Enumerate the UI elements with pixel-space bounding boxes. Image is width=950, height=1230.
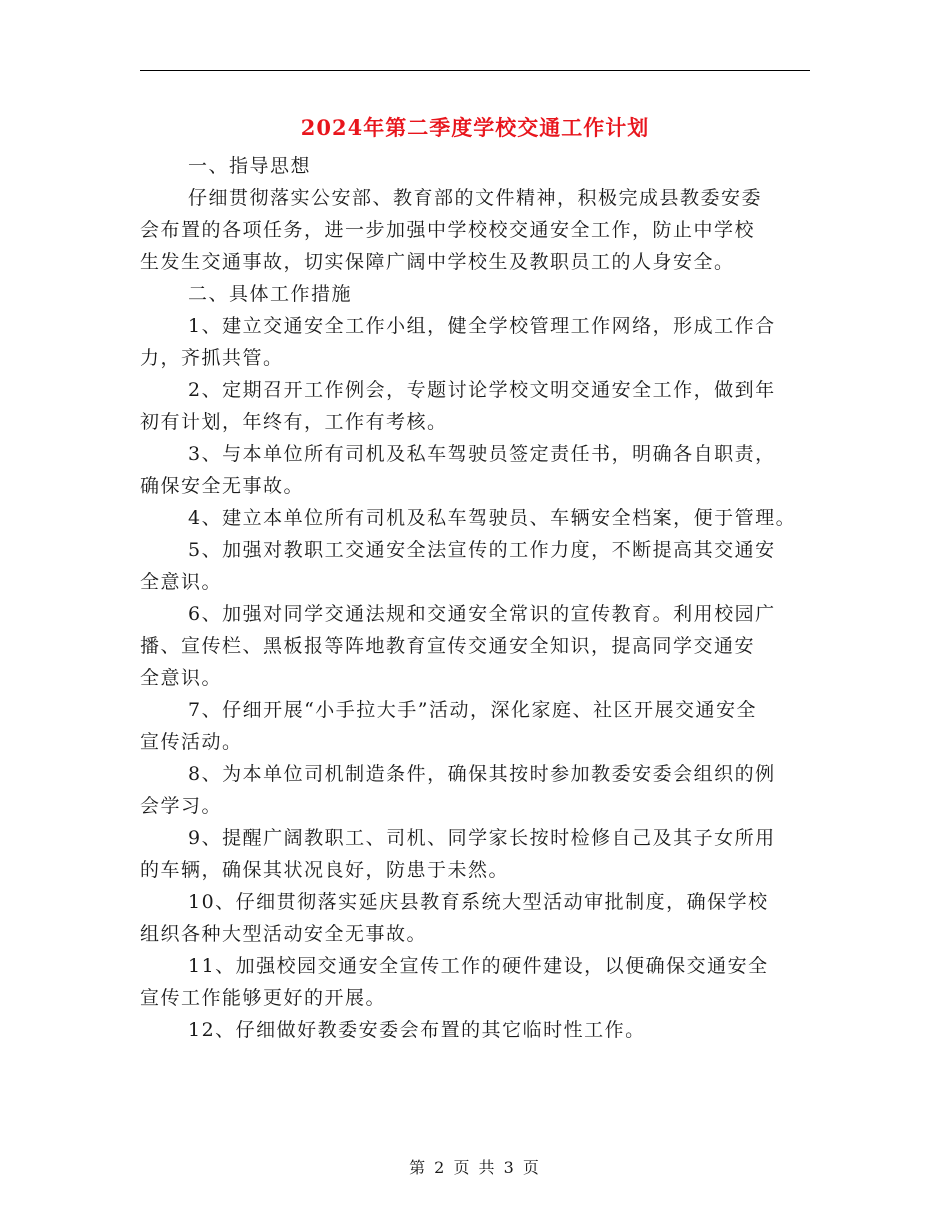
measure-item-4: 4、建立本单位所有司机及私车驾驶员、车辆安全档案，便于管理。 — [188, 507, 797, 529]
measure-item-8: 8、为本单位司机制造条件，确保其按时参加教委安委会组织的例 会学习。 — [140, 763, 776, 817]
paragraph-heading-1: 一、指导思想 — [188, 155, 312, 177]
measure-item-11: 11、加强校园交通安全宣传工作的硬件建设，以便确保交通安全 宣传工作能够更好的开展。 — [140, 955, 769, 1009]
document-title: 2024年第二季度学校交通工作计划 — [300, 115, 650, 140]
measure-item-6: 6、加强对同学交通法规和交通安全常识的宣传教育。利用校园广 播、宣传栏、黑板报等阵地教育宣传交通安全知识，提高同学交通安 全意识。 — [140, 603, 776, 689]
page-footer: 第 2 页 共 3 页 — [409, 1158, 541, 1177]
document-body — [140, 150, 810, 1046]
measure-item-1: 1、建立交通安全工作小组，健全学校管理工作网络，形成工作合 力，齐抓共管。 — [140, 315, 776, 369]
measure-item-5: 5、加强对教职工交通安全法宣传的工作力度，不断提高其交通安 全意识。 — [140, 539, 776, 593]
measure-item-10: 10、仔细贯彻落实延庆县教育系统大型活动审批制度，确保学校 组织各种大型活动安全无事故。 — [140, 891, 769, 945]
header-rule — [140, 70, 810, 71]
measure-item-2: 2、定期召开工作例会，专题讨论学校文明交通安全工作，做到年 初有计划，年终有，工作有考核。 — [140, 379, 776, 433]
measure-item-7: 7、仔细开展“小手拉大手”活动，深化家庭、社区开展交通安全 宣传活动。 — [140, 699, 758, 753]
measure-item-12: 12、仔细做好教委安委会布置的其它临时性工作。 — [188, 1019, 646, 1041]
paragraph-heading-2: 二、具体工作措施 — [188, 283, 353, 305]
measure-item-9: 9、提醒广阔教职工、司机、同学家长按时检修自己及其子女所用 的车辆，确保其状况良好，防患于未然。 — [140, 827, 776, 881]
measure-item-3: 3、与本单位所有司机及私车驾驶员签定责任书，明确各自职责， 确保安全无事故。 — [140, 443, 776, 497]
paragraph-guiding-ideology: 仔细贯彻落实公安部、教育部的文件精神，积极完成县教委安委 会布置的各项任务，进一步加强中学校校交通安全工作，防止中学校 生发生交通事故，切实保障广阔中学校生及教职员工的人身安全。 — [140, 187, 763, 273]
